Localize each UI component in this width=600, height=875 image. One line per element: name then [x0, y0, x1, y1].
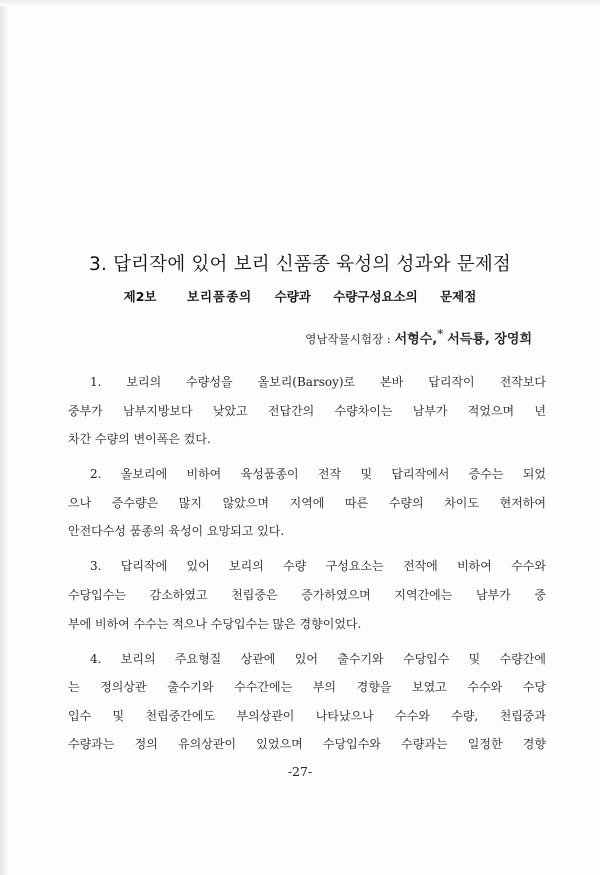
paper-subtitle	[0, 287, 600, 305]
text-line: 4. 보리의 주요형질 상관에 있어 출수기와 수당입수 및 수량간에	[90, 651, 546, 666]
paper-title: 3. 답리작에 있어 보리 신품종 육성의 성과와 문제점	[88, 254, 512, 275]
subtitle-part: 문제점	[440, 289, 477, 304]
subtitle-part: 수량구성요소의	[333, 289, 418, 304]
text-line: 부에 비하여 수수는 적으나 수당입수는 많은 경향이었다.	[68, 616, 362, 631]
corresponding-author: 서형수,	[394, 332, 438, 348]
scan-edge-left	[0, 0, 9, 875]
subtitle-part: 제2보	[123, 289, 157, 304]
paper-body	[68, 368, 546, 765]
text-line: 안전다수성 품종의 육성이 요망되고 있다.	[68, 524, 285, 539]
text-line: 차간 수량의 변이폭은 컸다.	[68, 432, 211, 447]
author-asterisk: *	[437, 327, 444, 341]
subtitle-part: 수량과	[274, 289, 311, 304]
text-line: 수당입수는 감소하였고 천립중은 증가하였으며 지역간에는 남부가 중	[68, 587, 546, 602]
text-line: 2. 올보리에 비하여 육성품종이 전작 및 답리작에서 증수는 되었	[90, 467, 546, 482]
page-number: -27-	[287, 764, 313, 779]
co-authors: 서득룡, 장영희	[447, 332, 532, 348]
paragraph-3	[68, 552, 546, 638]
subtitle-part: 보리품종의	[186, 289, 253, 304]
paragraph-2	[68, 460, 546, 546]
scan-edge-top	[0, 0, 600, 6]
text-line: 으나 증수량은 많지 않았으며 지역에 따른 수량의 차이도 현저하여	[68, 495, 546, 510]
text-line: 수량과는 정의 유의상관이 있었으며 수당입수와 수량과는 일정한 경향	[68, 737, 546, 752]
paragraph-1	[68, 368, 546, 454]
author-line	[305, 327, 532, 347]
text-line: 입수 및 천립중간에도 부의상관이 나타났으나 수수와 수량, 천립중과	[68, 708, 546, 723]
affiliation: 영남작물시험장 :	[305, 332, 391, 347]
text-line: 1. 보리의 수량성을 올보리(Barsoy)로 본바 답리작이 전작보다	[90, 375, 546, 389]
paragraph-4	[68, 645, 546, 759]
text-line: 는 정의상관 출수기와 수수간에는 부의 경향을 보였고 수수와 수당	[68, 680, 546, 695]
text-line: 3. 답리작에 있어 보리의 수량 구성요소는 전작에 비하여 수수와	[90, 559, 546, 574]
text-line: 중부가 남부지방보다 낮았고 전답간의 수량차이는 남부가 적었으며 년	[68, 403, 546, 418]
